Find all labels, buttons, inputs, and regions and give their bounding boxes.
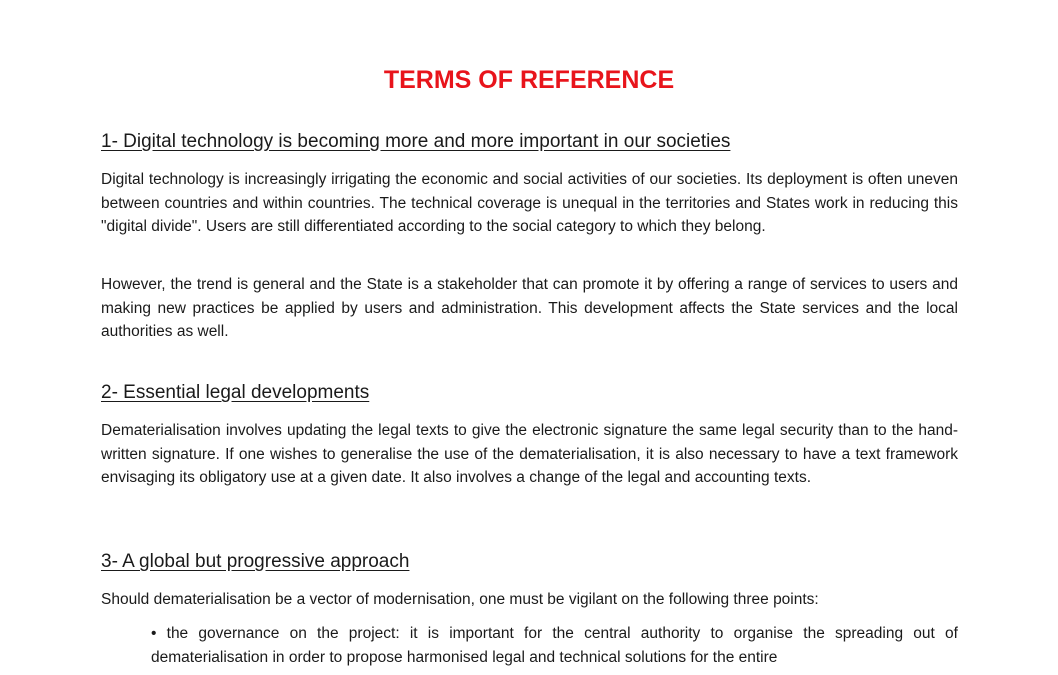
section-1-paragraph-1: Digital technology is increasingly irrigating the economic and social activities of our societies. Its deployment is often uneven between countries and within countries. The technical coverage is unequal in the territories and States work in reducing this "digital divide". Users are still differentiated according to the social category to which they belong.: [101, 171, 958, 236]
section-3-heading: 3- A global but progressive approach: [101, 551, 410, 572]
section-2-paragraph-1: Dematerialisation involves updating the legal texts to give the electronic signature the same legal security than to the hand-written signature. If one wishes to generalise the use of the dematerialisation, it is also necessary to have a text framework envisaging its obligatory use at a given date. It also involves a change of the legal and accounting texts.: [101, 422, 958, 487]
section-3-paragraph-1: Should dematerialisation be a vector of modernisation, one must be vigilant on the following three points:: [101, 591, 819, 608]
section-3-bullet-1: • the governance on the project: it is important for the central authority to organise the spreading out of dematerialisation in order to propose harmonised legal and technical solutions for the entire: [151, 625, 958, 666]
section-2-heading: 2- Essential legal developments: [101, 382, 370, 403]
section-1-paragraph-2: However, the trend is general and the State is a stakeholder that can promote it by offering a range of services to users and making new practices be applied by users and administration. This development affects the State services and the local authorities as well.: [101, 276, 958, 341]
document-title: TERMS OF REFERENCE: [383, 66, 675, 94]
section-1-heading: 1- Digital technology is becoming more and more important in our societies: [101, 131, 731, 152]
